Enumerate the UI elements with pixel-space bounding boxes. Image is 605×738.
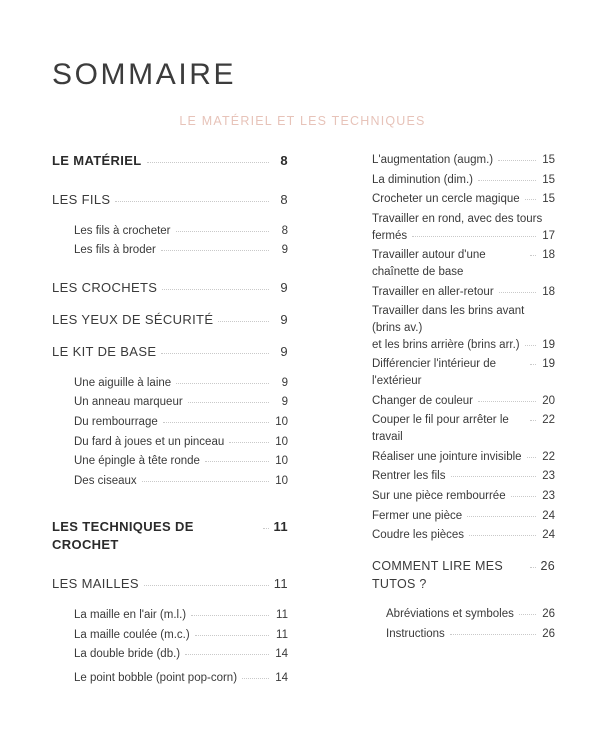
toc-page-number: 14 bbox=[275, 672, 288, 685]
toc-entry[interactable] bbox=[372, 488, 555, 505]
toc-entry[interactable] bbox=[52, 242, 288, 259]
toc-page-number: 11 bbox=[276, 609, 288, 622]
toc-entry-label: LES YEUX DE SÉCURITÉ bbox=[52, 311, 214, 327]
toc-entry[interactable] bbox=[372, 508, 555, 525]
dot-leader bbox=[498, 159, 536, 161]
toc-page-number: 26 bbox=[540, 559, 555, 574]
toc-entry[interactable] bbox=[372, 393, 555, 410]
toc-entry-label: Changer de couleur bbox=[372, 394, 474, 407]
toc-entry[interactable] bbox=[52, 311, 288, 330]
dot-leader bbox=[530, 363, 536, 365]
toc-page-number: 24 bbox=[542, 509, 555, 522]
toc-entry-label: Les fils à broder bbox=[74, 244, 156, 257]
toc-entry-label: fermés bbox=[372, 229, 408, 242]
dot-leader bbox=[144, 584, 269, 586]
dot-leader bbox=[188, 401, 269, 403]
dot-leader bbox=[511, 495, 536, 497]
toc-entry[interactable] bbox=[52, 152, 288, 171]
toc-entry-line1[interactable]: Travailler en rond, avec des tours bbox=[372, 213, 543, 226]
toc-entry[interactable] bbox=[52, 394, 288, 411]
toc-page-number: 8 bbox=[281, 224, 288, 237]
toc-entry[interactable] bbox=[372, 606, 555, 623]
toc-entry-label: Sur une pièce rembourrée bbox=[372, 490, 506, 503]
page-title: SOMMAIRE bbox=[52, 58, 237, 92]
toc-page-number: 23 bbox=[542, 470, 555, 483]
toc-entry[interactable] bbox=[52, 473, 288, 490]
toc-entry-label: Différencier l'intérieur de l'extérieur bbox=[372, 358, 500, 388]
dot-leader bbox=[176, 382, 269, 384]
dot-leader bbox=[115, 200, 269, 202]
toc-entry-label: LE MATÉRIEL bbox=[52, 153, 142, 168]
dot-leader bbox=[530, 254, 536, 256]
toc-column-left bbox=[0, 152, 300, 687]
toc-entry[interactable] bbox=[52, 646, 288, 663]
toc-page-number: 14 bbox=[275, 648, 288, 661]
dot-leader bbox=[191, 614, 269, 616]
toc-entry-label: Un anneau marqueur bbox=[74, 396, 183, 409]
toc-entry[interactable] bbox=[372, 337, 555, 354]
toc-page-number: 9 bbox=[281, 376, 288, 389]
toc-entry-label: Travailler autour d'une chaînette de base bbox=[372, 249, 489, 279]
toc-entry-label: Une aiguille à laine bbox=[74, 376, 172, 389]
dot-leader bbox=[450, 633, 536, 635]
toc-page-number: 10 bbox=[275, 455, 288, 468]
dot-leader bbox=[467, 515, 536, 517]
toc-entry[interactable] bbox=[52, 607, 288, 624]
toc-entry-label: Les fils à crocheter bbox=[74, 224, 171, 237]
dot-leader bbox=[412, 235, 536, 237]
toc-entry-label: Rentrer les fils bbox=[372, 470, 446, 483]
toc-page-number: 11 bbox=[273, 576, 288, 592]
toc-entry[interactable] bbox=[372, 152, 555, 169]
toc-page-number: 9 bbox=[280, 311, 288, 327]
toc-page-number: 10 bbox=[275, 435, 288, 448]
toc-entry-label: Travailler en aller-retour bbox=[372, 285, 494, 298]
dot-leader bbox=[527, 456, 536, 458]
toc-page-number: 26 bbox=[542, 608, 555, 621]
toc-page-number: 19 bbox=[542, 338, 555, 351]
dot-leader bbox=[478, 179, 536, 181]
toc-entry[interactable] bbox=[372, 191, 555, 208]
toc-entry-label: La maille en l'air (m.l.) bbox=[74, 609, 187, 622]
dot-leader bbox=[205, 460, 269, 462]
toc-page-number: 22 bbox=[542, 414, 555, 427]
toc-entry[interactable] bbox=[52, 223, 288, 240]
toc-entry[interactable] bbox=[372, 449, 555, 466]
toc-entry[interactable] bbox=[52, 375, 288, 392]
toc-page-number: 9 bbox=[280, 343, 288, 359]
toc-columns bbox=[0, 152, 605, 687]
section-subtitle: LE MATÉRIEL ET LES TECHNIQUES bbox=[179, 114, 426, 128]
toc-entry[interactable] bbox=[52, 414, 288, 431]
dot-leader bbox=[161, 352, 269, 354]
toc-entry[interactable] bbox=[52, 670, 288, 687]
toc-entry-label: LES FILS bbox=[52, 191, 111, 207]
dot-leader bbox=[530, 419, 536, 421]
dot-leader bbox=[499, 291, 536, 293]
toc-entry-label: LES MAILLES bbox=[52, 576, 139, 592]
toc-page-number: 11 bbox=[273, 518, 288, 534]
toc-entry[interactable] bbox=[52, 343, 288, 362]
dot-leader bbox=[469, 534, 536, 536]
toc-entry-label: Du fard à joues et un pinceau bbox=[74, 435, 225, 448]
dot-leader bbox=[530, 566, 536, 568]
toc-page-number: 11 bbox=[276, 628, 288, 641]
toc-entry[interactable] bbox=[372, 284, 555, 301]
toc-entry-label: Abréviations et symboles bbox=[386, 608, 514, 621]
toc-entry-label: COMMENT LIRE MES TUTOS ? bbox=[372, 559, 507, 592]
dot-leader bbox=[195, 634, 269, 636]
toc-entry-label: Une épingle à tête ronde bbox=[74, 455, 200, 468]
dot-leader bbox=[519, 613, 536, 615]
toc-page-number: 8 bbox=[280, 153, 288, 168]
dot-leader bbox=[263, 527, 269, 529]
toc-entry[interactable] bbox=[52, 518, 288, 556]
toc-page-number: 24 bbox=[542, 529, 555, 542]
toc-entry-label: Couper le fil pour arrêter le travail bbox=[372, 414, 512, 444]
toc-page-number: 15 bbox=[542, 154, 555, 166]
toc-page-number: 9 bbox=[281, 244, 288, 257]
toc-entry-line1[interactable]: Travailler dans les brins avant (brins av.) bbox=[372, 305, 525, 335]
toc-entry[interactable] bbox=[52, 453, 288, 470]
toc-entry[interactable] bbox=[372, 626, 555, 643]
toc-entry-label: Instructions bbox=[386, 628, 445, 641]
toc-entry-label: LES TECHNIQUES DE CROCHET bbox=[52, 518, 198, 553]
dot-leader bbox=[478, 400, 536, 402]
toc-entry-label: La maille coulée (m.c.) bbox=[74, 628, 190, 641]
toc-entry-label: LES CROCHETS bbox=[52, 280, 158, 296]
toc-page-number: 9 bbox=[280, 280, 288, 296]
toc-entry-label: Le point bobble (point pop-corn) bbox=[74, 672, 238, 685]
dot-leader bbox=[142, 480, 269, 482]
toc-page-number: 19 bbox=[542, 358, 555, 371]
dot-leader bbox=[163, 421, 269, 423]
toc-entry[interactable] bbox=[372, 412, 555, 445]
toc-entry[interactable] bbox=[372, 468, 555, 485]
toc-page-number: 10 bbox=[275, 474, 288, 487]
dot-leader bbox=[176, 230, 269, 232]
toc-column-right bbox=[300, 152, 605, 687]
dot-leader bbox=[525, 344, 536, 346]
toc-entry-label: Crocheter un cercle magique bbox=[372, 193, 520, 206]
toc-entry[interactable] bbox=[52, 191, 288, 210]
toc-entry-label: La double bride (db.) bbox=[74, 648, 181, 661]
toc-page-number: 9 bbox=[281, 396, 288, 409]
dot-leader bbox=[218, 320, 269, 322]
toc-page-number: 18 bbox=[542, 249, 555, 262]
toc-entry[interactable] bbox=[52, 627, 288, 644]
toc-entry[interactable] bbox=[52, 575, 288, 594]
toc-page-number: 8 bbox=[280, 191, 288, 207]
toc-entry-label: Fermer une pièce bbox=[372, 509, 463, 522]
toc-entry[interactable] bbox=[52, 279, 288, 298]
toc-entry-label: Coudre les pièces bbox=[372, 529, 465, 542]
toc-page-number: 23 bbox=[542, 490, 555, 503]
toc-entry-label: Des ciseaux bbox=[74, 474, 137, 487]
dot-leader bbox=[162, 288, 269, 290]
toc-entry-label: La diminution (dim.) bbox=[372, 173, 473, 186]
toc-entry[interactable] bbox=[372, 356, 555, 389]
dot-leader bbox=[185, 653, 269, 655]
dot-leader bbox=[525, 198, 536, 200]
toc-entry[interactable] bbox=[372, 247, 555, 280]
toc-page-number: 20 bbox=[542, 394, 555, 407]
dot-leader bbox=[451, 475, 537, 477]
toc-page-number: 15 bbox=[542, 173, 555, 186]
toc-entry[interactable] bbox=[372, 172, 555, 189]
dot-leader bbox=[242, 677, 269, 679]
dot-leader bbox=[161, 249, 269, 251]
toc-entry-label: Réaliser une jointure invisible bbox=[372, 450, 522, 463]
toc-entry-label: et les brins arrière (brins arr.) bbox=[372, 338, 520, 351]
toc-entry[interactable] bbox=[372, 228, 555, 245]
toc-entry[interactable] bbox=[52, 434, 288, 451]
toc-page-number: 15 bbox=[542, 193, 555, 206]
toc-page-number: 26 bbox=[542, 628, 555, 641]
dot-leader bbox=[147, 161, 269, 163]
toc-entry[interactable] bbox=[372, 557, 555, 593]
toc-entry[interactable] bbox=[372, 527, 555, 544]
dot-leader bbox=[229, 441, 269, 443]
toc-entry-label: LE KIT DE BASE bbox=[52, 343, 157, 359]
toc-page-number: 17 bbox=[542, 229, 555, 242]
toc-page-number: 10 bbox=[275, 415, 288, 428]
toc-entry-label: Du rembourrage bbox=[74, 415, 158, 428]
toc-page-number: 22 bbox=[542, 450, 555, 463]
toc-page-number: 18 bbox=[542, 285, 555, 298]
toc-entry-label: L'augmentation (augm.) bbox=[372, 154, 494, 166]
